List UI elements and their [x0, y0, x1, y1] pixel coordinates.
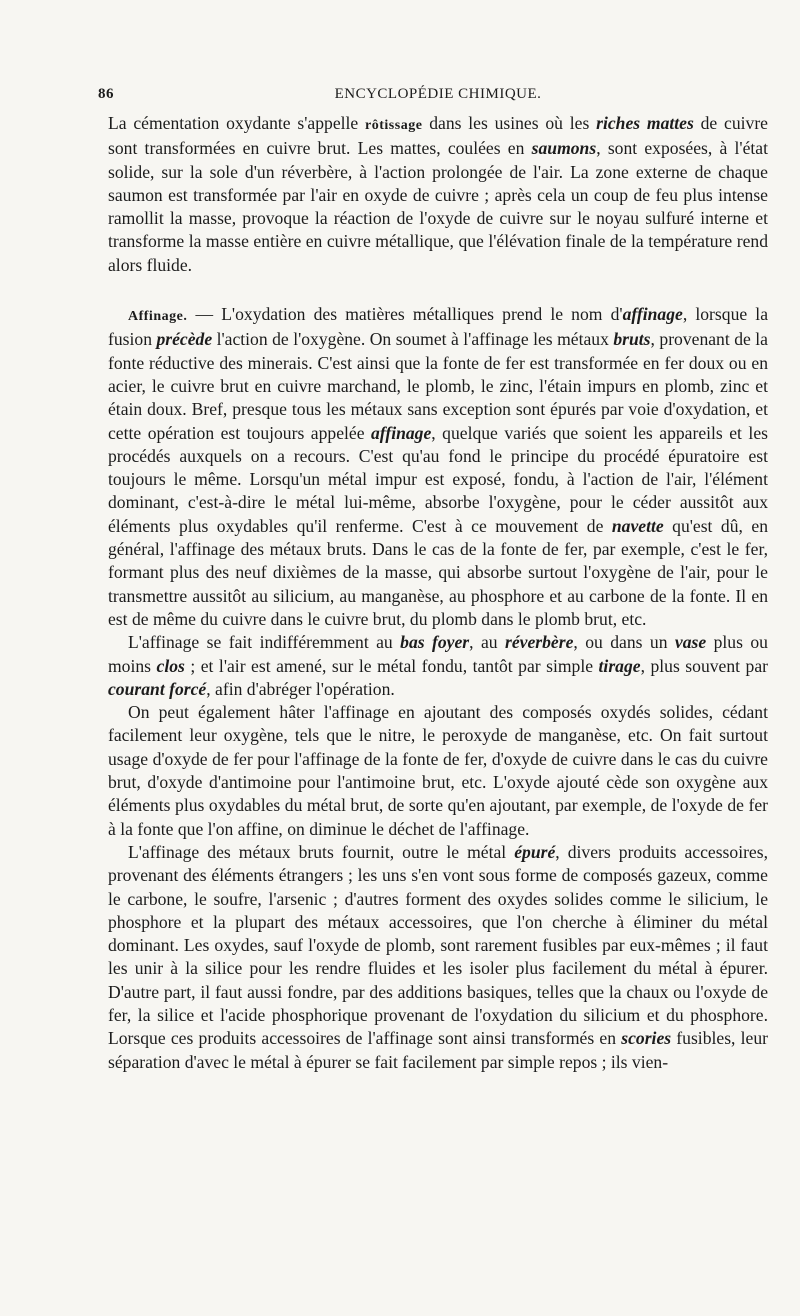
text-span: de cuivre sont transformées en cuivre brut. Les mattes, coulées en: [108, 113, 768, 159]
term-rotissage: rôtissage: [365, 118, 423, 133]
text-span: l'action de l'oxygène. On soumet à l'affinage les métaux: [212, 329, 614, 350]
text-span: ; et l'air est amené, sur le métal fondu, tantôt par simple: [184, 655, 599, 676]
text-span: La cémentation oxydante s'appelle: [108, 113, 366, 133]
body-text: [108, 112, 768, 1074]
emphasis: réverbère: [505, 632, 574, 653]
emphasis: bruts: [613, 329, 651, 350]
emphasis: vase: [674, 632, 707, 653]
section-gap: [108, 277, 768, 303]
text-span: , divers produits accessoires, provenant des éléments étrangers ; les uns s'en vont sous forme de composés gazeux, comme le carbone, le soufre, l'arsenic ; d'autres forment des oxydes solides comme le silicium, le phosphore et la plupart des métaux accessoires, que l'on cherche à éliminer du métal dominant. Les oxydes, sauf l'oxyde de plomb, sont rarement fusibles par eux-mêmes ; il faut les unir à la silice pour les rendre fluides et les isoler plus facilement du métal à épurer. D'autre part, il faut aussi fondre, par des additions basiques, telles que la chaux ou l'oxyde de fer, la silice et l'acide phosphorique provenant de l'oxydation du silicium et du phosphore. Lorsque ces produits accessoires de l'affinage sont ainsi transformés en: [108, 841, 768, 1049]
text-span: , afin d'abréger l'opération.: [206, 678, 395, 699]
text-span: L'affinage se fait indifféremment au: [128, 632, 401, 653]
text-span: , quelque variés que soient les appareils et les procédés auxquels on a recours. C'est qu'au fond le principe du procédé épuratoire est toujours le même. Lorsqu'un métal impur est exposé, fondu, à l'action de l'air, l'élément dominant, c'est-à-dire le métal lui-même, absorbe l'oxygène, pour le céder aussitôt aux éléments plus oxydables qu'il renferme. C'est à ce mouvement de: [108, 422, 768, 536]
emphasis: affinage: [371, 422, 432, 443]
paragraph-methods: [108, 631, 768, 701]
page-header: [98, 86, 768, 108]
text-span: plus ou moins: [108, 632, 768, 676]
text-span: dans les usines où les: [422, 113, 597, 133]
text-span: L'affinage des métaux bruts fournit, outre le métal: [128, 841, 515, 862]
paragraph-rotissage: [108, 112, 768, 277]
text-span: , lorsque la fusion: [108, 304, 768, 350]
emphasis: précède: [156, 329, 213, 350]
text-span: , sont exposées, à l'état solide, sur la sole d'un réverbère, à l'action prolongée de l'air. La zone externe de chaque saumon est transformée par l'air en oxyde de cuivre ; après cela un coup de feu plus intense ramollit la masse, provoque la réaction de l'oxyde de cuivre sur le noyau sulfuré interne et transforme la masse entière en cuivre métallique, que l'élévation finale de la température rend alors fluide.: [108, 138, 768, 275]
emphasis: affinage: [622, 304, 683, 325]
text-span: — L'oxydation des matières métalliques prend le nom d': [187, 304, 623, 325]
text-span: , au: [469, 632, 505, 653]
emphasis: courant forcé: [108, 678, 207, 699]
section-heading-affinage: Affinage.: [128, 309, 188, 325]
emphasis: bas foyer: [400, 632, 470, 653]
text-span: qu'est dû, en général, l'affinage des métaux bruts. Dans le cas de la fonte de fer, par exemple, c'est le fer, formant plus des neuf dixièmes de la masse, qui absorbe surtout l'oxygène de l'air, pour le transmettre aussitôt au silicium, au manganèse, au phosphore et au carbone de la fonte. Il en est de même du cuivre dans le cuivre brut, du plomb dans le plomb brut, etc.: [108, 515, 768, 629]
emphasis: navette: [611, 515, 664, 536]
emphasis: clos: [156, 655, 185, 676]
emphasis: saumons: [531, 138, 597, 159]
text-span: , ou dans un: [573, 632, 675, 653]
emphasis: riches mattes: [596, 113, 694, 133]
text-span: fusibles, leur séparation d'avec le métal à épurer se fait facilement par simple repos ; ils vien-: [108, 1028, 769, 1072]
emphasis: scories: [621, 1028, 672, 1049]
text-span: , plus souvent par: [640, 655, 768, 676]
running-title: ENCYCLOPÉDIE CHIMIQUE.: [334, 86, 542, 102]
paragraph-byproducts: [108, 841, 768, 1074]
emphasis: épuré: [514, 841, 556, 862]
paragraph-oxides: On peut également hâter l'affinage en ajoutant des composés oxydés solides, cédant facilement leur oxygène, tels que le nitre, le peroxyde de manganèse, etc. On fait surtout usage d'oxyde de fer pour l'affinage de la fonte de fer, d'oxyde de cuivre dans le cas du cuivre brut, d'oxyde d'antimoine pour l'antimoine brut, etc. L'oxyde ajouté cède son oxygène aux éléments plus oxydables du métal brut, de sorte qu'en ajoutant, par exemple, de l'oxyde de fer à la fonte que l'on affine, on diminue le déchet de l'affinage.: [108, 702, 768, 839]
emphasis: tirage: [598, 655, 641, 676]
text-span: , provenant de la fonte réductive des minerais. C'est ainsi que la fonte de fer est transformée en fer doux ou en acier, le cuivre brut en cuivre marchand, le plomb, le zinc, l'étain impurs en plomb, zinc et étain doux. Bref, presque tous les métaux sans exception sont épurés par voie d'oxydation, et cette opération est toujours appelée: [108, 329, 768, 443]
paragraph-affinage: [108, 303, 768, 631]
page-number: 86: [98, 86, 114, 102]
